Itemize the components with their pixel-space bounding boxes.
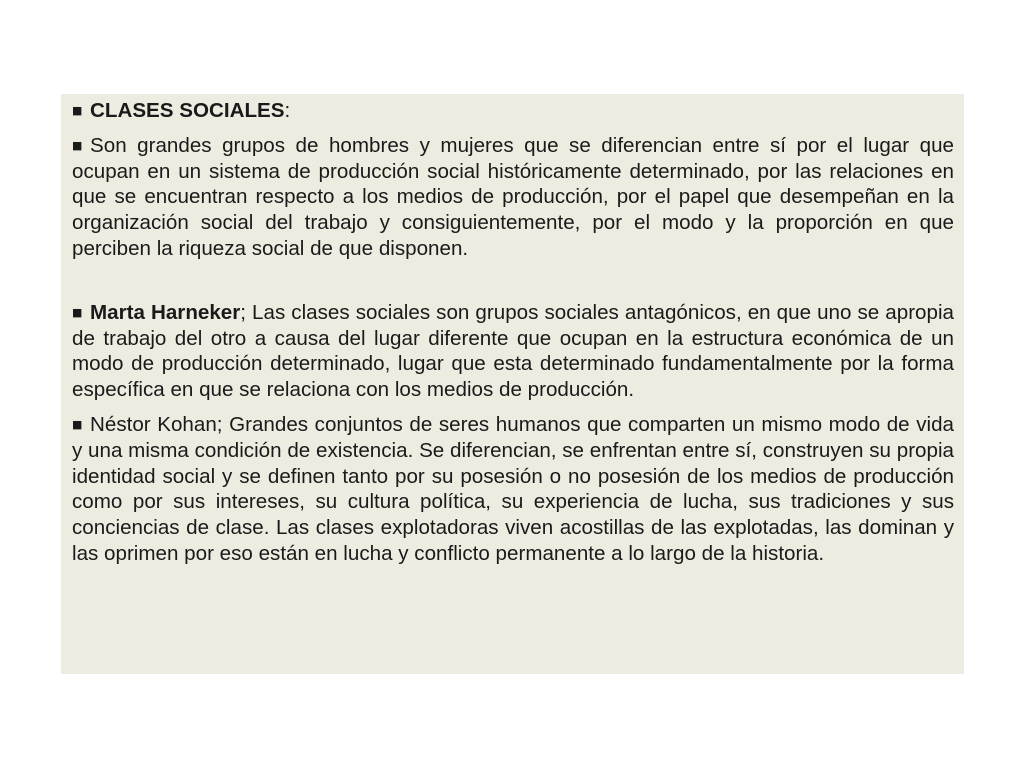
harneker-text: ; Las clases sociales son grupos sociales antagónicos, en que uno se apropia de trabajo del otro a causa del lugar diferente que ocupan en la estructura económica de un modo de producción determinado, lugar que esta determinado fundamentalmente por la forma específica en que se relaciona con los medios de producción. xyxy=(72,300,954,402)
harneker-author: Marta Harneker xyxy=(90,300,241,324)
definition-paragraph xyxy=(72,133,954,262)
square-bullet-icon: ■ xyxy=(72,417,83,431)
heading-title: CLASES SOCIALES xyxy=(90,99,285,122)
square-bullet-icon: ■ xyxy=(72,138,83,152)
square-bullet-icon: ■ xyxy=(72,104,83,117)
harneker-paragraph xyxy=(72,300,954,403)
kohan-text: Néstor Kohan; Grandes conjuntos de seres humanos que comparten un mismo modo de vida y una misma condición de existencia. Se diferencian, se enfrentan entre sí, construyen su propia identidad social y se definen tanto por su posesión o no posesión de los medios de producción como por sus intereses, su cultura política, su experiencia de lucha, sus tradiciones y sus conciencias de clase. Las clases explotadoras viven acostillas de las explotadas, las dominan y las oprimen por eso están en lucha y conflicto permanente a lo largo de la historia. xyxy=(72,412,954,565)
square-bullet-icon: ■ xyxy=(72,305,83,319)
definition-text: Son grandes grupos de hombres y mujeres que se diferencian entre sí por el lugar que ocupan en un sistema de producción social históricamente determinado, por las relaciones en que se encuentran respecto a los medios de producción, por el papel que desempeñan en la organización social del trabajo y consiguientemente, por el modo y la proporción en que perciben la riqueza social de que disponen. xyxy=(72,133,954,260)
kohan-paragraph xyxy=(72,412,954,567)
heading-suffix: : xyxy=(284,99,291,122)
heading-paragraph xyxy=(72,98,954,124)
text-box xyxy=(61,94,964,674)
